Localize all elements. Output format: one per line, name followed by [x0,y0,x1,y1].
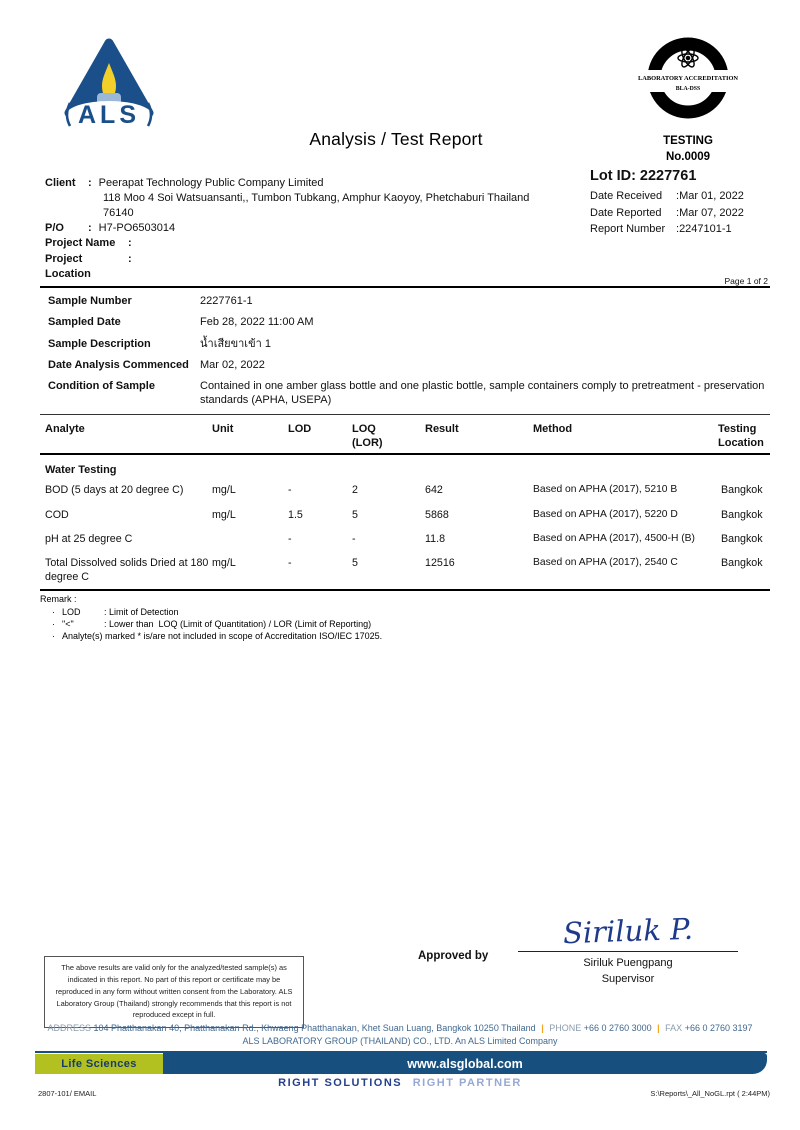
doc-code: 2807-101/ EMAIL [38,1089,97,1098]
cell-method: Based on APHA (2017), 5220 D [533,508,678,520]
page-title: Analysis / Test Report [309,129,483,149]
sample-row [48,291,765,312]
client-name: Peerapat Technology Public Company Limited [98,177,324,189]
signature: Siriluk P. [562,911,694,951]
address-value: 104 Phatthanakan 40, Phatthanakan Rd., Khwaeng Phatthanakan, Khet Suan Luang, Bangkok 10250 Thailand [93,1023,536,1033]
tagline [0,1077,800,1089]
cell-analyte: COD [45,508,69,521]
cell-location: Bangkok [721,533,763,546]
life-sciences-badge: Life Sciences [35,1054,163,1074]
separator: | [541,1023,544,1033]
approved-by-label: Approved by [418,950,489,962]
sample-label: Sample Number [48,295,132,307]
lot-id: Lot ID: 2227761 [590,168,697,184]
col-lod: LOD [288,422,312,435]
cell-method: Based on APHA (2017), 4500-H (B) [533,533,695,545]
phone-label: PHONE [549,1023,582,1033]
fax-value: +66 0 2760 3197 [684,1023,753,1033]
colon: : [128,237,132,250]
signature-line [518,951,738,952]
phone-value: +66 0 2760 3000 [583,1023,652,1033]
sample-value: Feb 28, 2022 11:00 AM [200,316,314,329]
seal-number: No.0009 [665,150,711,163]
cell-result: 642 [425,484,443,497]
date-reported-row [590,205,775,222]
signature-block [518,911,738,985]
date-received-label: Date Received [590,190,663,202]
footer-address-line1 [0,1022,800,1035]
logo-text: ALS [78,101,140,129]
date-received-value: Mar 01, 2022 [679,190,744,202]
file-path: S:\Reports\_All_NoGL.rpt ( 2:44PM) [650,1089,770,1098]
client-address [103,191,543,221]
remark-item: · "<" : Lower than LOQ (Limit of Quantitation) / LOR (Limit of Reporting) [52,619,372,630]
seal-line2: BLA-DSS [675,86,701,92]
results-table [45,419,770,454]
cell-lod: 1.5 [288,508,303,521]
website-link[interactable]: www.alsglobal.com [163,1053,767,1074]
date-reported-label: Date Reported [590,206,662,219]
colon: : [128,252,132,265]
sample-label: Condition of Sample [48,380,155,393]
colon: : [676,223,680,235]
bullet: · [52,631,55,642]
table-row [45,527,770,551]
sample-info [0,288,800,414]
cell-loq: - [352,533,356,546]
colon: : [676,206,680,219]
cell-unit [212,533,288,546]
cell-method: Based on APHA (2017), 5210 B [533,484,678,496]
project-name-label: Project Name [45,237,116,250]
cell-result: 11.8 [425,533,446,546]
cell-analyte: BOD (5 days at 20 degree C) [45,484,184,497]
disclaimer-box: The above results are valid only for the analyzed/tested sample(s) as indicated in this report. No part of this report or certificate may be reproduced in any form without written consent from the Laboratory. ALS Laboratory Group (Thailand) strongly recommends that this report is not reproduced except in full. [44,956,304,1028]
cell-lod: - [288,533,292,546]
cell-lod: - [288,557,292,570]
colon: : [88,222,92,235]
table-row [45,551,770,589]
cell-unit: mg/L [212,557,236,570]
remark-section [40,594,770,642]
cell-result: 5868 [425,508,449,521]
report-number-value: 2247101-1 [679,223,732,235]
cell-loq: 2 [352,484,358,497]
sample-value: น้ำเสียขาเข้า 1 [200,337,271,350]
footer-company-line: ALS LABORATORY GROUP (THAILAND) CO., LTD. An ALS Limited Company [242,1036,558,1047]
results-table-body [45,459,770,589]
project-name-row [45,236,765,251]
cell-location: Bangkok [721,508,763,521]
divider [40,414,770,415]
table-section-title: Water Testing [45,464,117,477]
footer-address [0,1022,800,1048]
seal-testing: TESTING [663,135,713,147]
remark-item: · LOD : Limit of Detection [52,607,179,618]
cell-loq: 5 [352,557,358,570]
divider [40,589,770,591]
bullet: · [52,607,55,618]
als-logo [56,33,162,134]
divider [40,453,770,455]
date-reported-value: Mar 07, 2022 [679,206,744,219]
separator: | [657,1023,660,1033]
lot-block [590,168,775,238]
sample-value: Mar 02, 2022 [200,358,265,371]
seal-line1: LABORATORY ACCREDITATION [638,75,738,82]
cell-method: Based on APHA (2017), 2540 C [533,557,678,569]
approver-name: Siriluk Puengpang [583,956,673,969]
report-header [0,0,800,168]
fax-label: FAX [665,1023,683,1033]
remark-item: · Analyte(s) marked * is/are not included in scope of Accreditation ISO/IEC 17025. [52,631,383,642]
cell-analyte: Total Dissolved solids Dried at 180 degree C [45,557,209,583]
approver-title: Supervisor [601,972,655,985]
sample-label: Sample Description [48,337,151,350]
date-received-row [590,188,775,205]
tagline-light: RIGHT PARTNER [412,1077,522,1089]
colon: : [676,190,680,202]
cell-location: Bangkok [721,484,763,497]
project-location-row [45,252,765,283]
sample-label: Date Analysis Commenced [48,358,189,371]
report-number-row [590,221,775,238]
sample-row [48,334,765,355]
cell-unit: mg/L [212,508,236,521]
remark-title: Remark : [40,594,77,605]
client-label: Client [45,177,76,189]
cell-location: Bangkok [721,557,763,570]
col-unit: Unit [212,422,234,435]
sample-label: Sampled Date [48,316,121,329]
project-location-label: Project Location [45,252,91,281]
cell-loq: 5 [352,508,358,521]
accreditation-seal-graphic [638,34,738,126]
address-label: ADDRESS [47,1023,91,1033]
table-row [45,478,770,502]
cell-analyte: pH at 25 degree C [45,533,133,546]
client-address-line1: 118 Moo 4 Soi Watsuansanti,, Tumbon Tubkang, Amphur Kaoyoy, Phetchaburi Thailand [103,192,530,205]
sample-row [48,312,765,333]
sample-value: 2227761-1 [200,295,253,307]
col-method: Method [533,422,573,435]
als-logo-graphic [56,33,162,129]
colon: : [88,177,92,189]
po-label: P/O [45,222,64,235]
sample-row [48,355,765,376]
sample-row [48,376,765,412]
client-address-line2: 76140 [103,207,134,220]
page-indicator: Page 1 of 2 [724,276,768,286]
po-value: H7-PO6503014 [98,222,176,235]
col-analyte: Analyte [45,422,85,435]
tagline-bold: RIGHT SOLUTIONS [278,1077,403,1089]
cell-lod: - [288,484,292,497]
cell-unit: mg/L [212,484,236,497]
col-testing-location: Testing Location [718,422,764,449]
sample-value: Contained in one amber glass bottle and one plastic bottle, sample containers comply to pretreatment - preservation standards (APHA, USEPA) [200,380,765,407]
col-loq: LOQ (LOR) [352,422,383,449]
bullet: · [52,619,55,630]
table-row [45,503,770,527]
report-number-label: Report Number [590,223,666,235]
cell-result: 12516 [425,557,455,570]
col-result: Result [425,422,459,435]
results-table-header [45,419,770,454]
footer-banner [35,1051,767,1074]
